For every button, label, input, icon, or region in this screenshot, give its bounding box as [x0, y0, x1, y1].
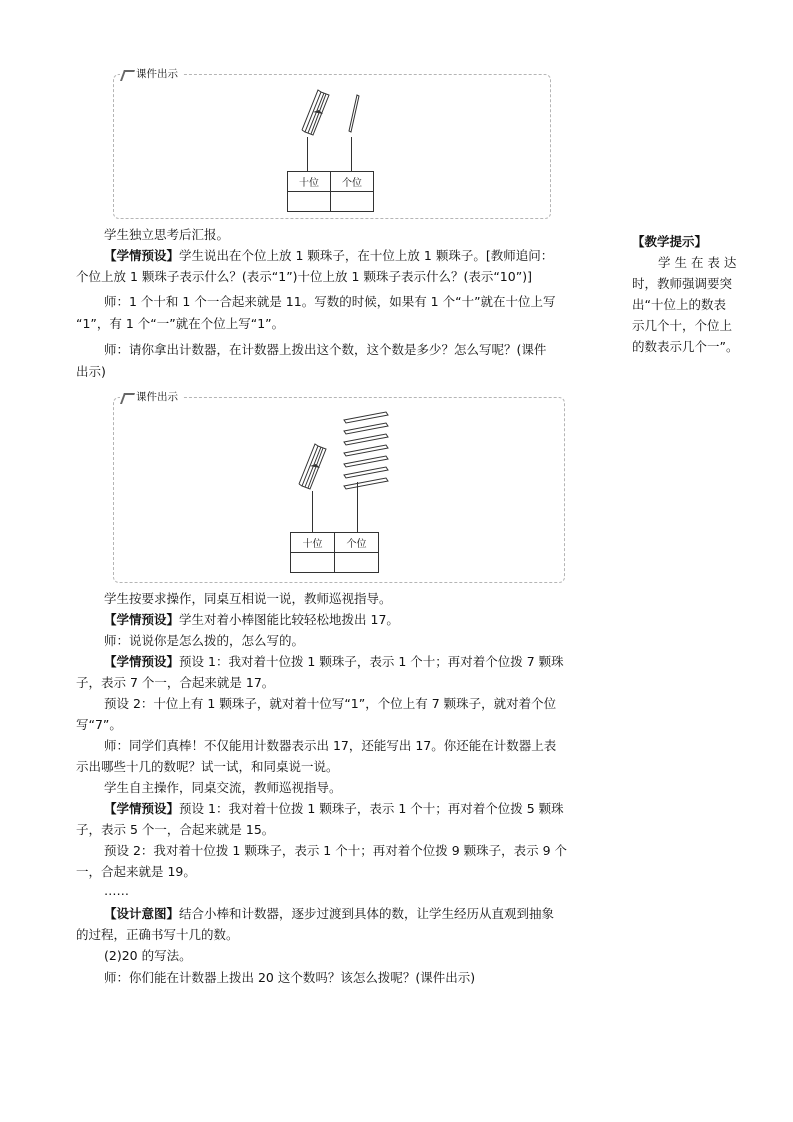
place-value-table [287, 171, 374, 212]
teaching-tip-line: 学 生 在 表 达 [658, 255, 737, 270]
seven-sticks-icon [342, 410, 390, 496]
stick-bundle-icon [299, 88, 335, 136]
ones-rod [351, 137, 352, 171]
paragraph-cont: 写“7”。 [76, 717, 122, 732]
teaching-tip-line: 时，教师强调要突 [632, 276, 733, 291]
teaching-tip-line: 出“十位上的数表 [632, 297, 726, 312]
paragraph: 【设计意图】结合小棒和计数器，逐步过渡到具体的数，让学生经历从直观到抽象 [104, 906, 555, 921]
paragraph: 师：请你拿出计数器，在计数器上拨出这个数，这个数是多少？怎么写呢？(课件 [104, 342, 547, 357]
paragraph: 师：说说你是怎么拨的，怎么写的。 [104, 633, 305, 648]
stick-bundle-icon [296, 442, 332, 490]
paragraph-cont: 个位上放 1 颗珠子表示什么？(表示“1”)十位上放 1 颗珠子表示什么？(表示“10”)] [76, 269, 532, 284]
paragraph: 【学情预设】预设 1：我对着十位拨 1 颗珠子，表示 1 个十；再对着个位拨 5 颗珠 [104, 801, 564, 816]
tens-rod [312, 491, 313, 532]
teaching-tip-text [632, 252, 752, 357]
ones-rod [357, 482, 358, 532]
paragraph-cont: 一，合起来就是 19。 [76, 864, 196, 879]
paragraph: 学生按要求操作，同桌互相说一说，教师巡视指导。 [104, 591, 392, 606]
paragraph: 【学情预设】预设 1：我对着十位拨 1 颗珠子，表示 1 个十；再对着个位拨 7 颗珠 [104, 654, 564, 669]
place-value-table [290, 532, 379, 573]
courseware-tag: 课件出示 [120, 390, 182, 404]
paragraph-cont: 子，表示 7 个一，合起来就是 17。 [76, 675, 275, 690]
paragraph: 学生自主操作，同桌交流，教师巡视指导。 [104, 780, 342, 795]
courseware-tag: 课件出示 [120, 67, 182, 81]
paragraph: 师：同学们真棒！不仅能用计数器表示出 17，还能写出 17。你还能在计数器上表 [104, 738, 557, 753]
paragraph: 师：你们能在计数器上拨出 20 这个数吗？该怎么拨呢？(课件出示) [104, 970, 476, 985]
paragraph: 预设 2：我对着十位拨 1 颗珠子，表示 1 个十；再对着个位拨 9 颗珠子，表示 9 个 [104, 843, 568, 858]
courseware-figure-2 [113, 391, 565, 583]
preset-label: 【学情预设】 [104, 801, 180, 816]
paragraph: 预设 2：十位上有 1 颗珠子，就对着十位写“1”，个位上有 7 颗珠子，就对着个位 [104, 696, 557, 711]
courseware-figure-1 [113, 68, 551, 219]
paragraph: 师：1 个十和 1 个一合起来就是 11。写数的时候，如果有 1 个“十”就在十位上写 [104, 294, 556, 309]
paragraph-cont: 的过程，正确书写十几的数。 [76, 927, 239, 942]
paragraph: 【学情预设】学生说出在个位上放 1 颗珠子，在十位上放 1 颗珠子。[教师追问： [104, 248, 554, 263]
ones-column-header: 个位 [331, 172, 374, 192]
paragraph: 【学情预设】学生对着小棒图能比较轻松地拨出 17。 [104, 612, 399, 627]
tens-cell [291, 553, 335, 573]
ones-cell [335, 553, 379, 573]
preset-label: 【学情预设】 [104, 612, 180, 627]
paragraph-cont: 出示) [76, 364, 106, 379]
teaching-tip-line: 示几个十，个位上 [632, 318, 733, 333]
teaching-tip-title: 【教学提示】 [632, 234, 708, 249]
tens-cell [288, 192, 331, 212]
preset-label: 【学情预设】 [104, 654, 180, 669]
ones-column-header: 个位 [335, 533, 379, 553]
design-intent-label: 【设计意图】 [104, 906, 180, 921]
section-heading: (2)20 的写法。 [104, 948, 192, 963]
preset-label: 【学情预设】 [104, 248, 180, 263]
ellipsis: …… [104, 883, 129, 898]
paragraph-cont: “1”，有 1 个“一”就在个位上写“1”。 [76, 316, 285, 331]
tens-column-header: 十位 [288, 172, 331, 192]
tens-rod [307, 137, 308, 171]
single-stick-icon [347, 93, 361, 133]
ones-cell [331, 192, 374, 212]
paragraph-cont: 示出哪些十几的数呢？试一试，和同桌说一说。 [76, 759, 339, 774]
paragraph: 学生独立思考后汇报。 [104, 227, 230, 242]
paragraph-cont: 子，表示 5 个一，合起来就是 15。 [76, 822, 275, 837]
tens-column-header: 十位 [291, 533, 335, 553]
teaching-tip-line: 的数表示几个一”。 [632, 339, 739, 354]
